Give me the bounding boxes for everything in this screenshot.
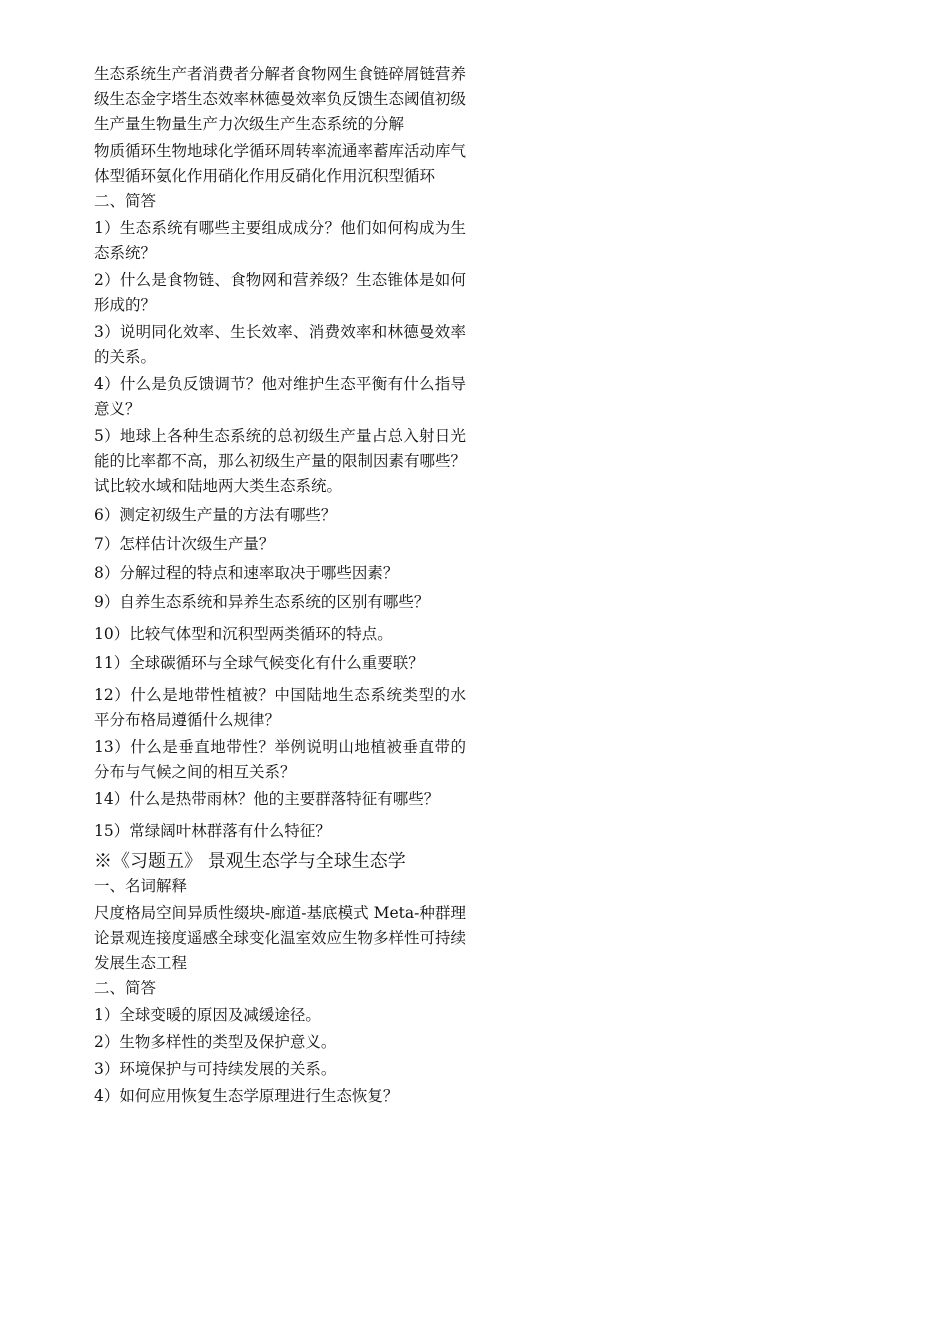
question-item: 11）全球碳循环与全球气候变化有什么重要联？ (94, 654, 424, 672)
question-item: 1）生态系统有哪些主要组成成分？他们如何构成为生态系统？ (94, 219, 466, 262)
question-item: 2）什么是食物链、食物网和营养级？生态锥体是如何形成的？ (94, 271, 466, 314)
section-heading-short-answer-2: 二、简答 (94, 979, 157, 997)
terms-paragraph-landscape: 尺度格局空间异质性缀块-廊道-基底模式 Meta-种群理论景观连接度遥感全球变化温室效应生物多样性可持续发展生态工程 (94, 904, 467, 972)
question-item: 3）环境保护与可持续发展的关系。 (94, 1060, 337, 1078)
question-item: 2）生物多样性的类型及保护意义。 (94, 1033, 337, 1051)
section-heading-short-answer: 二、简答 (94, 192, 157, 210)
question-item: 3）说明同化效率、生长效率、消费效率和林德曼效率的关系。 (94, 323, 466, 366)
terms-paragraph-ecosystem: 生态系统生产者消费者分解者食物网生食链碎屑链营养级生态金字塔生态效率林德曼效率负反馈生态阈值初级生产量生物量生产力次级生产生态系统的分解 (94, 65, 467, 133)
question-item: 7）怎样估计次级生产量？ (94, 535, 275, 553)
question-item: 15）常绿阔叶林群落有什么特征？ (94, 822, 331, 840)
question-item: 13）什么是垂直地带性？举例说明山地植被垂直带的分布与气候之间的相互关系？ (94, 738, 466, 781)
question-item: 10）比较气体型和沉积型两类循环的特点。 (94, 625, 393, 643)
exercise-title: ※《习题五》 景观生态学与全球生态学 (94, 851, 406, 872)
question-item: 1）全球变暖的原因及减缓途径。 (94, 1006, 321, 1024)
question-item: 6）测定初级生产量的方法有哪些？ (94, 506, 337, 524)
question-item: 9）自养生态系统和异养生态系统的区别有哪些？ (94, 593, 430, 611)
question-item: 4）如何应用恢复生态学原理进行生态恢复？ (94, 1087, 399, 1105)
question-item: 14）什么是热带雨林？他的主要群落特征有哪些？ (94, 790, 440, 808)
question-item: 5）地球上各种生态系统的总初级生产量占总入射日光能的比率都不高，那么初级生产量的限制因素有哪些？试比较水域和陆地两大类生态系统。 (94, 427, 467, 495)
question-item: 4）什么是负反馈调节？他对维护生态平衡有什么指导意义？ (94, 375, 466, 418)
question-item: 12）什么是地带性植被？中国陆地生态系统类型的水平分布格局遵循什么规律？ (94, 686, 466, 729)
question-item: 8）分解过程的特点和速率取决于哪些因素？ (94, 564, 399, 582)
section-heading-terms: 一、名词解释 (94, 877, 188, 895)
terms-paragraph-cycles: 物质循环生物地球化学循环周转率流通率蓄库活动库气体型循环氨化作用硝化作用反硝化作用沉积型循环 (94, 142, 467, 185)
document-page (94, 62, 466, 1109)
